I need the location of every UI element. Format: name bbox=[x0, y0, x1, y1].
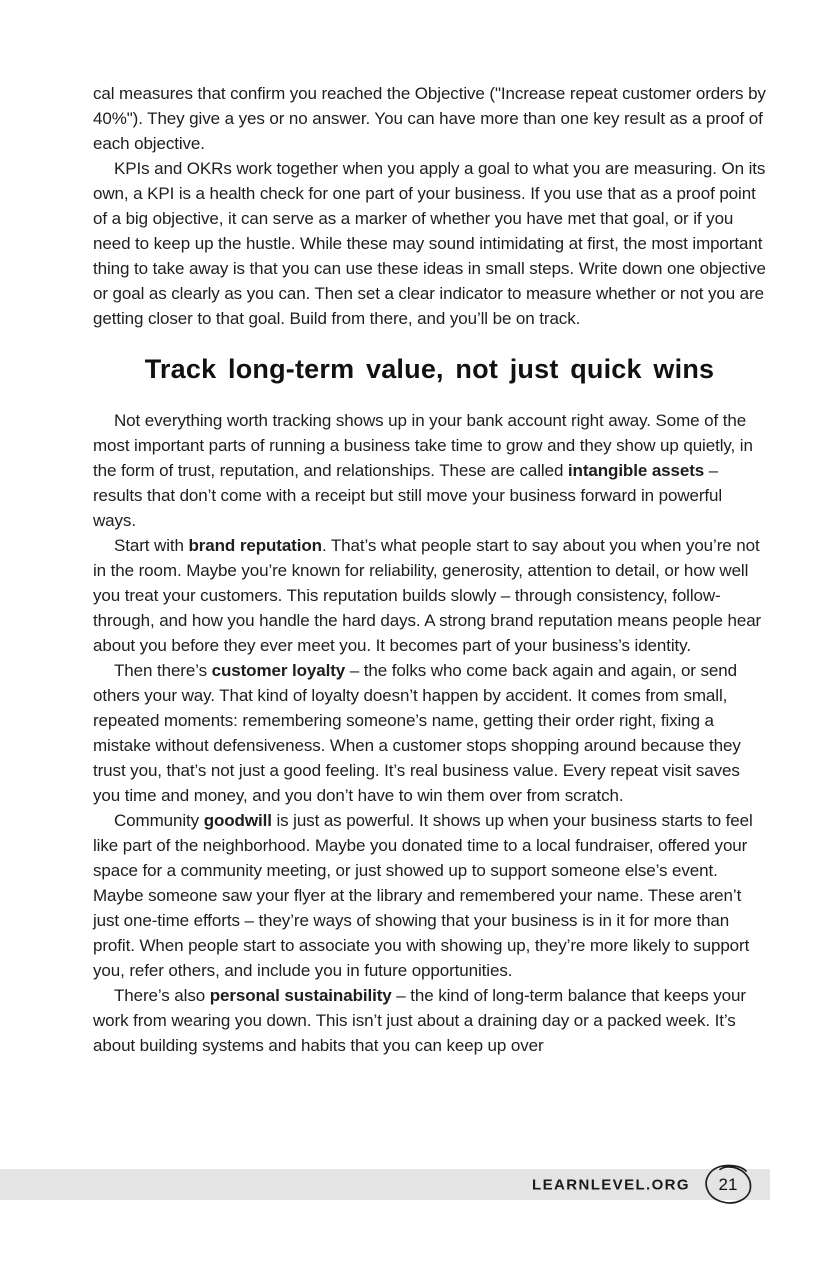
paragraph bbox=[93, 983, 766, 1058]
paragraph bbox=[93, 156, 766, 331]
body-paragraphs bbox=[93, 408, 766, 1058]
text-segment: cal measures that confirm you reached the Objective ("Increase repeat customer orders by 40%"). They give a yes or no answer. You can have more than one key result as a proof of each objective. bbox=[93, 84, 766, 153]
paragraph bbox=[93, 81, 766, 156]
paragraph bbox=[93, 533, 766, 658]
text-segment: KPIs and OKRs work together when you apply a goal to what you are measuring. On its own, a KPI is a health check for one part of your business. If you use that as a proof point of a big objective, it can serve as a marker of whether you have met that goal, or if you need to keep up the hustle. While these may sound intimidating at first, the most important thing to take away is that you can use these ideas in small steps. Write down one objective or goal as clearly as you can. Then set a clear indicator to measure whether or not you are getting closer to that goal. Build from there, and you’ll be on track. bbox=[93, 159, 766, 328]
paragraph bbox=[93, 408, 766, 533]
footer-bar bbox=[0, 1169, 770, 1200]
text-segment: Community bbox=[114, 811, 204, 830]
text-segment: There’s also bbox=[114, 986, 210, 1005]
bold-term: customer loyalty bbox=[211, 661, 346, 680]
page-number-badge bbox=[702, 1162, 754, 1206]
paragraph bbox=[93, 808, 766, 983]
text-segment: – results that don’t come with a receipt but still move your business forward in powerful ways. bbox=[93, 461, 723, 530]
text-segment: . That’s what people start to say about you when you’re not in the room. Maybe you’re known for reliability, generosity, attention to detail, or how well you treat your customers. This reputation builds slowly – through consistency, follow-through, and how you handle the hard days. A strong brand reputation means people hear about you before they ever meet you. It becomes part of your business’s identity. bbox=[93, 536, 762, 655]
text-segment: is just as powerful. It shows up when your business starts to feel like part of the neighborhood. Maybe you donated time to a local fundraiser, offered your space for a community meeting, or just showed up to support someone else’s event. Maybe someone saw your flyer at the library and remembered your name. These aren’t just one-time efforts – they’re ways of showing that your business is in it for more than profit. When people start to associate you with showing up, they’re more likely to support you, refer others, and include you in future opportunities. bbox=[93, 811, 753, 980]
text-segment: Start with bbox=[114, 536, 189, 555]
bold-term: personal sustainability bbox=[209, 986, 392, 1005]
footer-site-url: LEARNLEVEL.ORG bbox=[532, 1176, 690, 1193]
intro-paragraphs bbox=[93, 81, 766, 331]
text-segment: – the kind of long-term balance that keeps your work from wearing you down. This isn’t just about a draining day or a packed week. It’s about building systems and habits that you can keep up over bbox=[93, 986, 746, 1055]
paragraph bbox=[93, 658, 766, 808]
bold-term: brand reputation bbox=[188, 536, 322, 555]
page-content bbox=[93, 81, 766, 1058]
section-heading: Track long-term value, not just quick wins bbox=[144, 354, 715, 384]
page-number: 21 bbox=[718, 1175, 738, 1194]
bold-term: goodwill bbox=[203, 811, 272, 830]
text-segment: Then there’s bbox=[114, 661, 212, 680]
text-segment: Not everything worth tracking shows up in your bank account right away. Some of the most important parts of running a business take time to grow and they show up quietly, in the form of trust, reputation, and relationships. These are called bbox=[93, 411, 753, 480]
text-segment: – the folks who come back again and again, or send others your way. That kind of loyalty doesn’t happen by accident. It comes from small, repeated moments: remembering someone’s name, getting their order right, fixing a mistake without defensiveness. When a customer stops shopping around because they trust you, that’s not just a good feeling. It’s real business value. Every repeat visit saves you time and money, and you don’t have to win them over from scratch. bbox=[93, 661, 741, 805]
bold-term: intangible assets bbox=[567, 461, 705, 480]
